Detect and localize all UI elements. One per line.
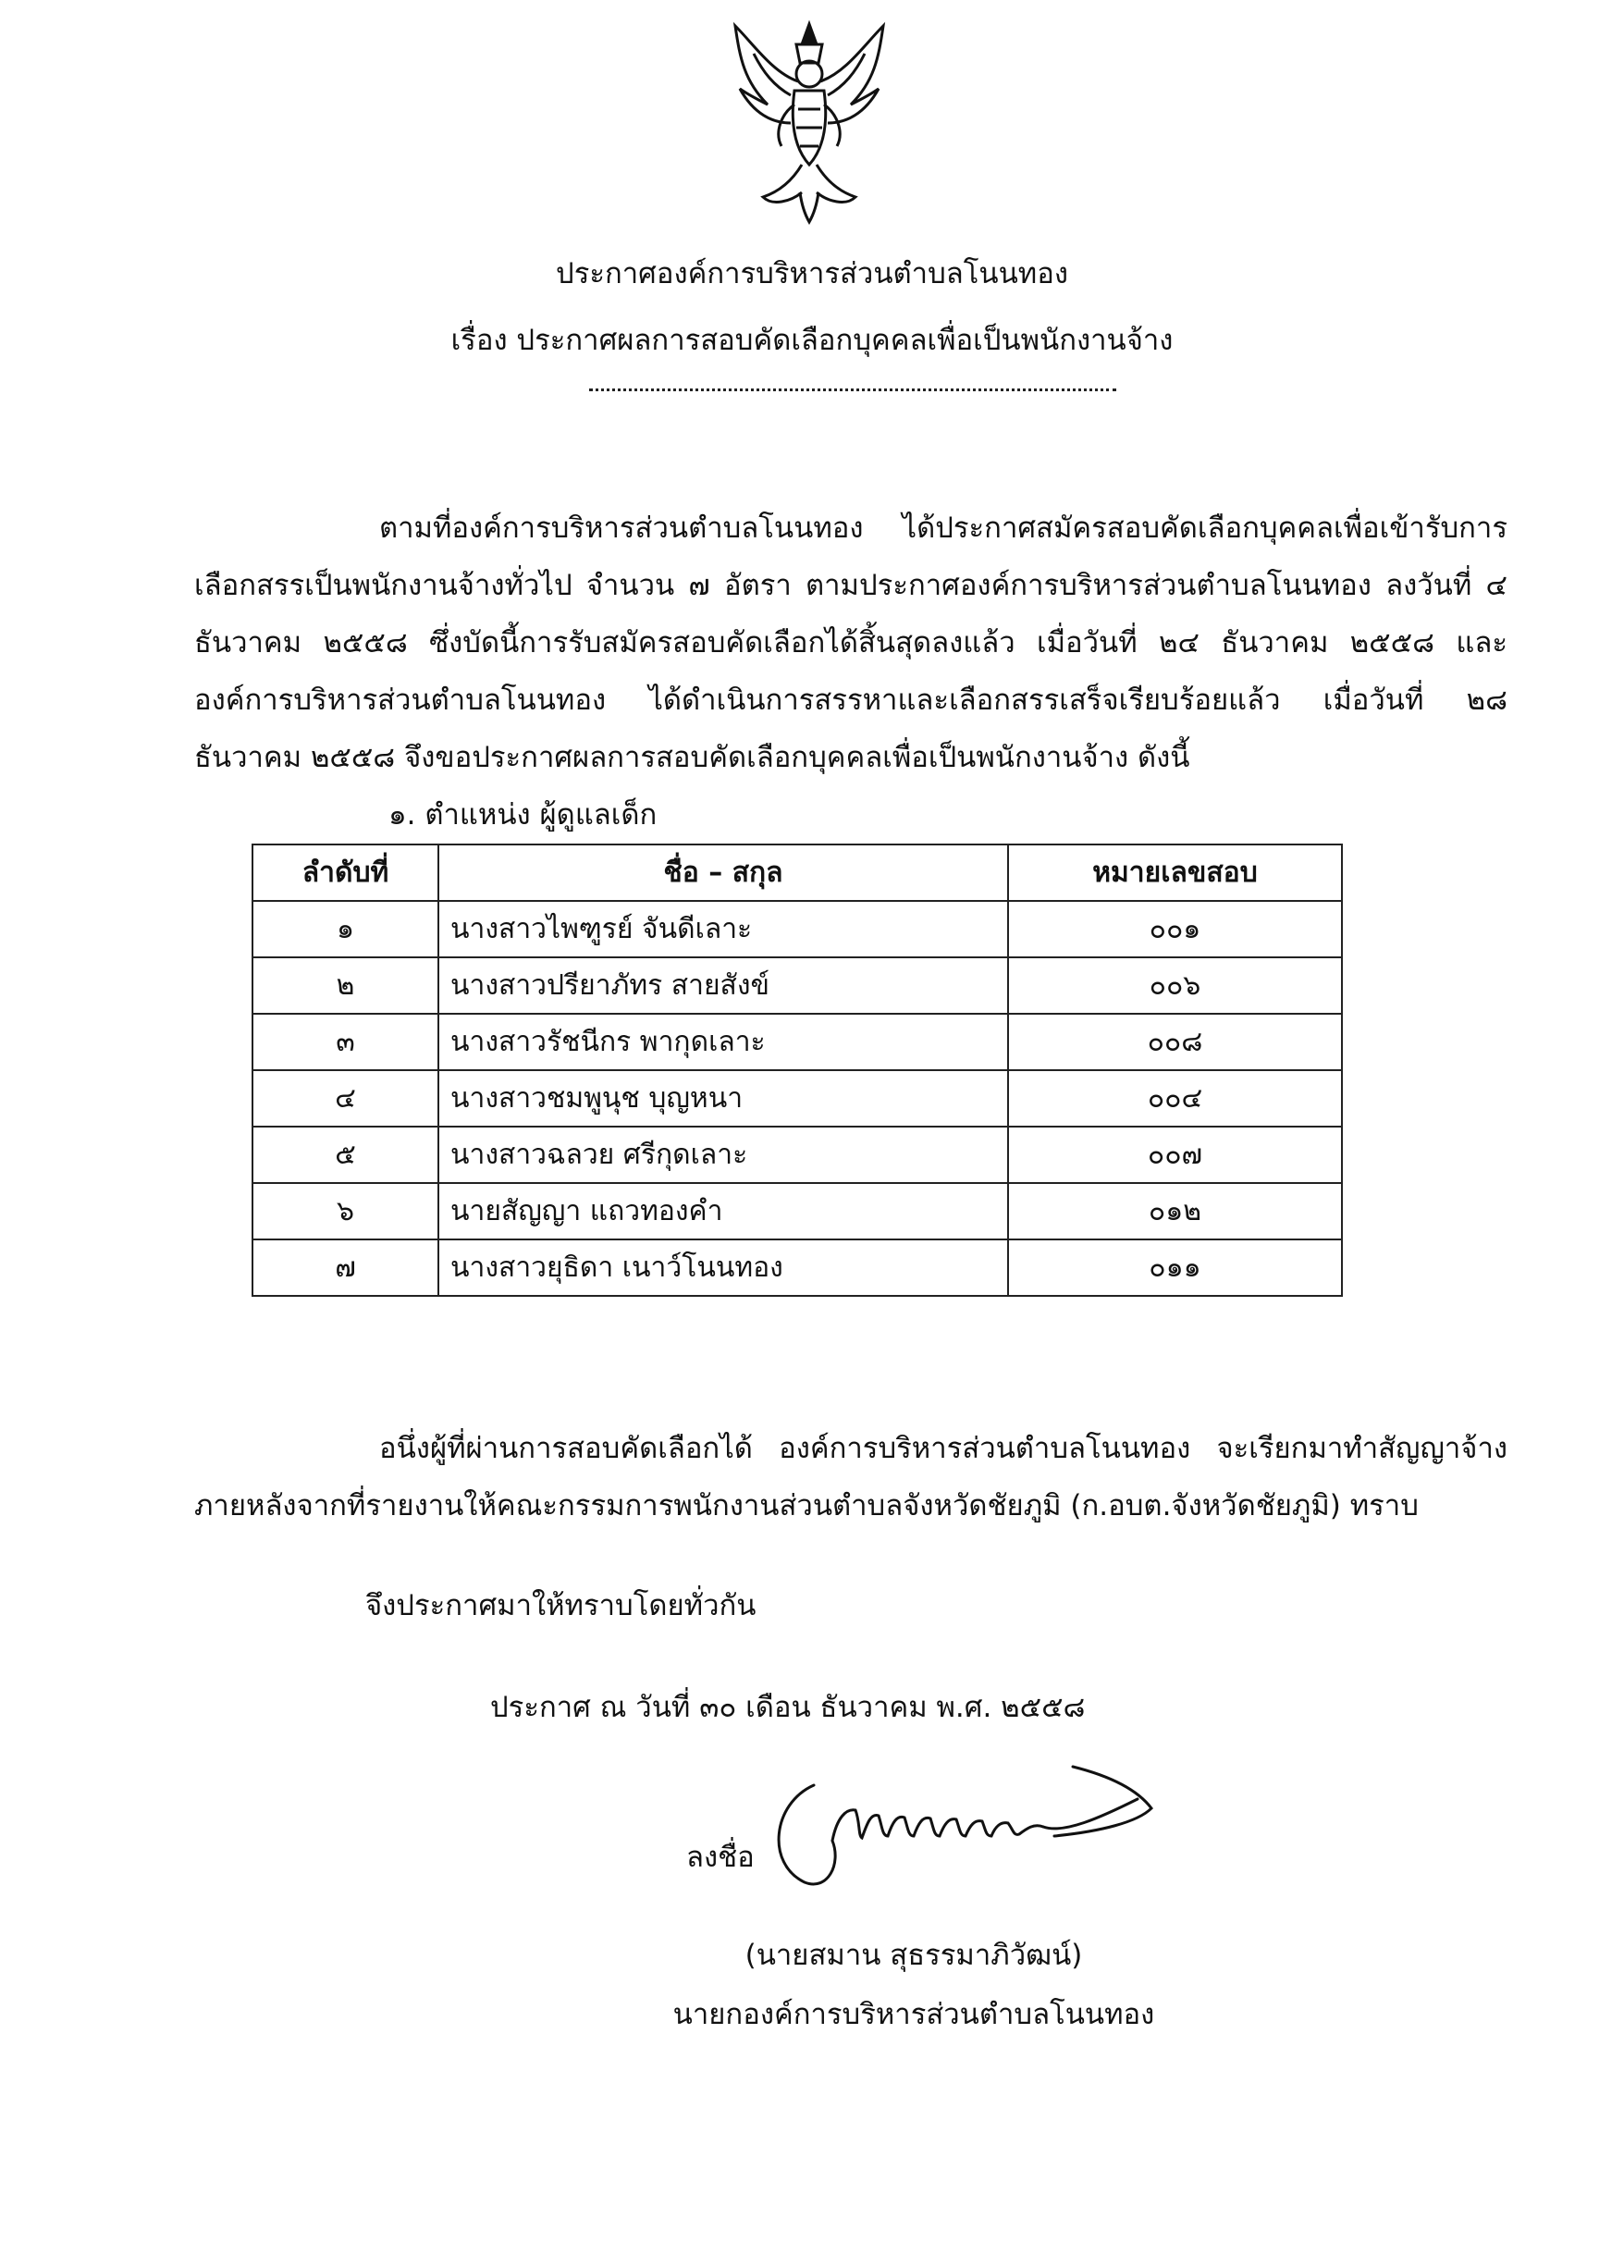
- closing-statement: จึงประกาศมาให้ทราบโดยทั่วกัน: [365, 1589, 757, 1622]
- column-header-order: ลำดับที่: [252, 844, 438, 901]
- row-name: นางสาวไพฑูรย์ จันดีเลาะ: [438, 901, 1008, 957]
- row-order: ๖: [252, 1183, 438, 1239]
- row-exam-number: ๐๐๗: [1008, 1127, 1342, 1183]
- row-exam-number: ๐๐๘: [1008, 1014, 1342, 1070]
- position-label: ๑. ตำแหน่ง ผู้ดูแลเด็ก: [388, 798, 658, 832]
- row-order: ๒: [252, 957, 438, 1014]
- table-row: [252, 1014, 1342, 1070]
- row-name: นางสาวฉลวย ศรีกุดเลาะ: [438, 1127, 1008, 1183]
- results-table: [252, 844, 1343, 1297]
- row-exam-number: ๐๐๖: [1008, 957, 1342, 1014]
- row-order: ๓: [252, 1014, 438, 1070]
- body-paragraph-2: อนึ่งผู้ที่ผ่านการสอบคัดเลือกได้ องค์การบริหารส่วนตำบลโนนทอง จะเรียกมาทำสัญญาจ้างภายหลังจากที่รายงานให้คณะกรรมการพนักงานส่วนตำบลจังหวัดชัยภูมิ (ก.อบต.จังหวัดชัยภูมิ) ทราบ: [194, 1432, 1507, 1522]
- row-name: นางสาวรัชนีกร พากุดเลาะ: [438, 1014, 1008, 1070]
- row-order: ๕: [252, 1127, 438, 1183]
- row-order: ๔: [252, 1070, 438, 1127]
- row-exam-number: ๐๐๑: [1008, 901, 1342, 957]
- table-row: [252, 1127, 1342, 1183]
- row-name: นางสาวปรียาภัทร สายสังข์: [438, 957, 1008, 1014]
- signer-name: (นายสมาน สุธรรมาภิวัฒน์): [744, 1939, 1083, 1972]
- row-exam-number: ๐๑๒: [1008, 1183, 1342, 1239]
- table-row: [252, 1239, 1342, 1296]
- row-name: นางสาวยุธิดา เนาว์โนนทอง: [438, 1239, 1008, 1296]
- table-row: [252, 1070, 1342, 1127]
- column-header-exam-number: หมายเลขสอบ: [1008, 844, 1342, 901]
- handwritten-signature: [749, 1753, 1175, 1901]
- row-exam-number: ๐๑๑: [1008, 1239, 1342, 1296]
- row-order: ๗: [252, 1239, 438, 1296]
- body-paragraph-1: ตามที่องค์การบริหารส่วนตำบลโนนทอง ได้ประกาศสมัครสอบคัดเลือกบุคคลเพื่อเข้ารับการเลือกสรรเป็นพนักงานจ้างทั่วไป จำนวน ๗ อัตรา ตามประกาศองค์การบริหารส่วนตำบลโนนทอง ลงวันที่ ๔ ธันวาคม ๒๕๕๘ ซึ่งบัดนี้การรับสมัครสอบคัดเลือกได้สิ้นสุดลงแล้ว เมื่อวันที่ ๒๔ ธันวาคม ๒๕๕๘ และองค์การบริหารส่วนตำบลโนนทอง ได้ดำเนินการสรรหาและเลือกสรรเสร็จเรียบร้อยแล้ว เมื่อวันที่ ๒๘ ธันวาคม ๒๕๕๘ จึงขอประกาศผลการสอบคัดเลือกบุคคลเพื่อเป็นพนักงานจ้าง ดังนี้: [194, 512, 1507, 774]
- announcement-title: ประกาศองค์การบริหารส่วนตำบลโนนทอง: [556, 257, 1068, 290]
- signature-label: ลงชื่อ: [686, 1841, 755, 1874]
- announcement-date: ประกาศ ณ วันที่ ๓๐ เดือน ธันวาคม พ.ศ. ๒๕๕๘: [490, 1691, 1086, 1724]
- row-name: นายสัญญา แถวทองคำ: [438, 1183, 1008, 1239]
- garuda-emblem-icon: [717, 17, 902, 225]
- signer-title: นายกองค์การบริหารส่วนตำบลโนนทอง: [672, 1998, 1155, 2031]
- row-exam-number: ๐๐๔: [1008, 1070, 1342, 1127]
- table-row: [252, 901, 1342, 957]
- table-row: [252, 1183, 1342, 1239]
- row-name: นางสาวชมพูนุช บุญหนา: [438, 1070, 1008, 1127]
- announcement-subject: เรื่อง ประกาศผลการสอบคัดเลือกบุคคลเพื่อเป็นพนักงานจ้าง: [450, 324, 1174, 357]
- column-header-name: ชื่อ – สกุล: [438, 844, 1008, 901]
- table-header-row: [252, 844, 1342, 901]
- dotted-divider: [589, 388, 1116, 391]
- table-row: [252, 957, 1342, 1014]
- row-order: ๑: [252, 901, 438, 957]
